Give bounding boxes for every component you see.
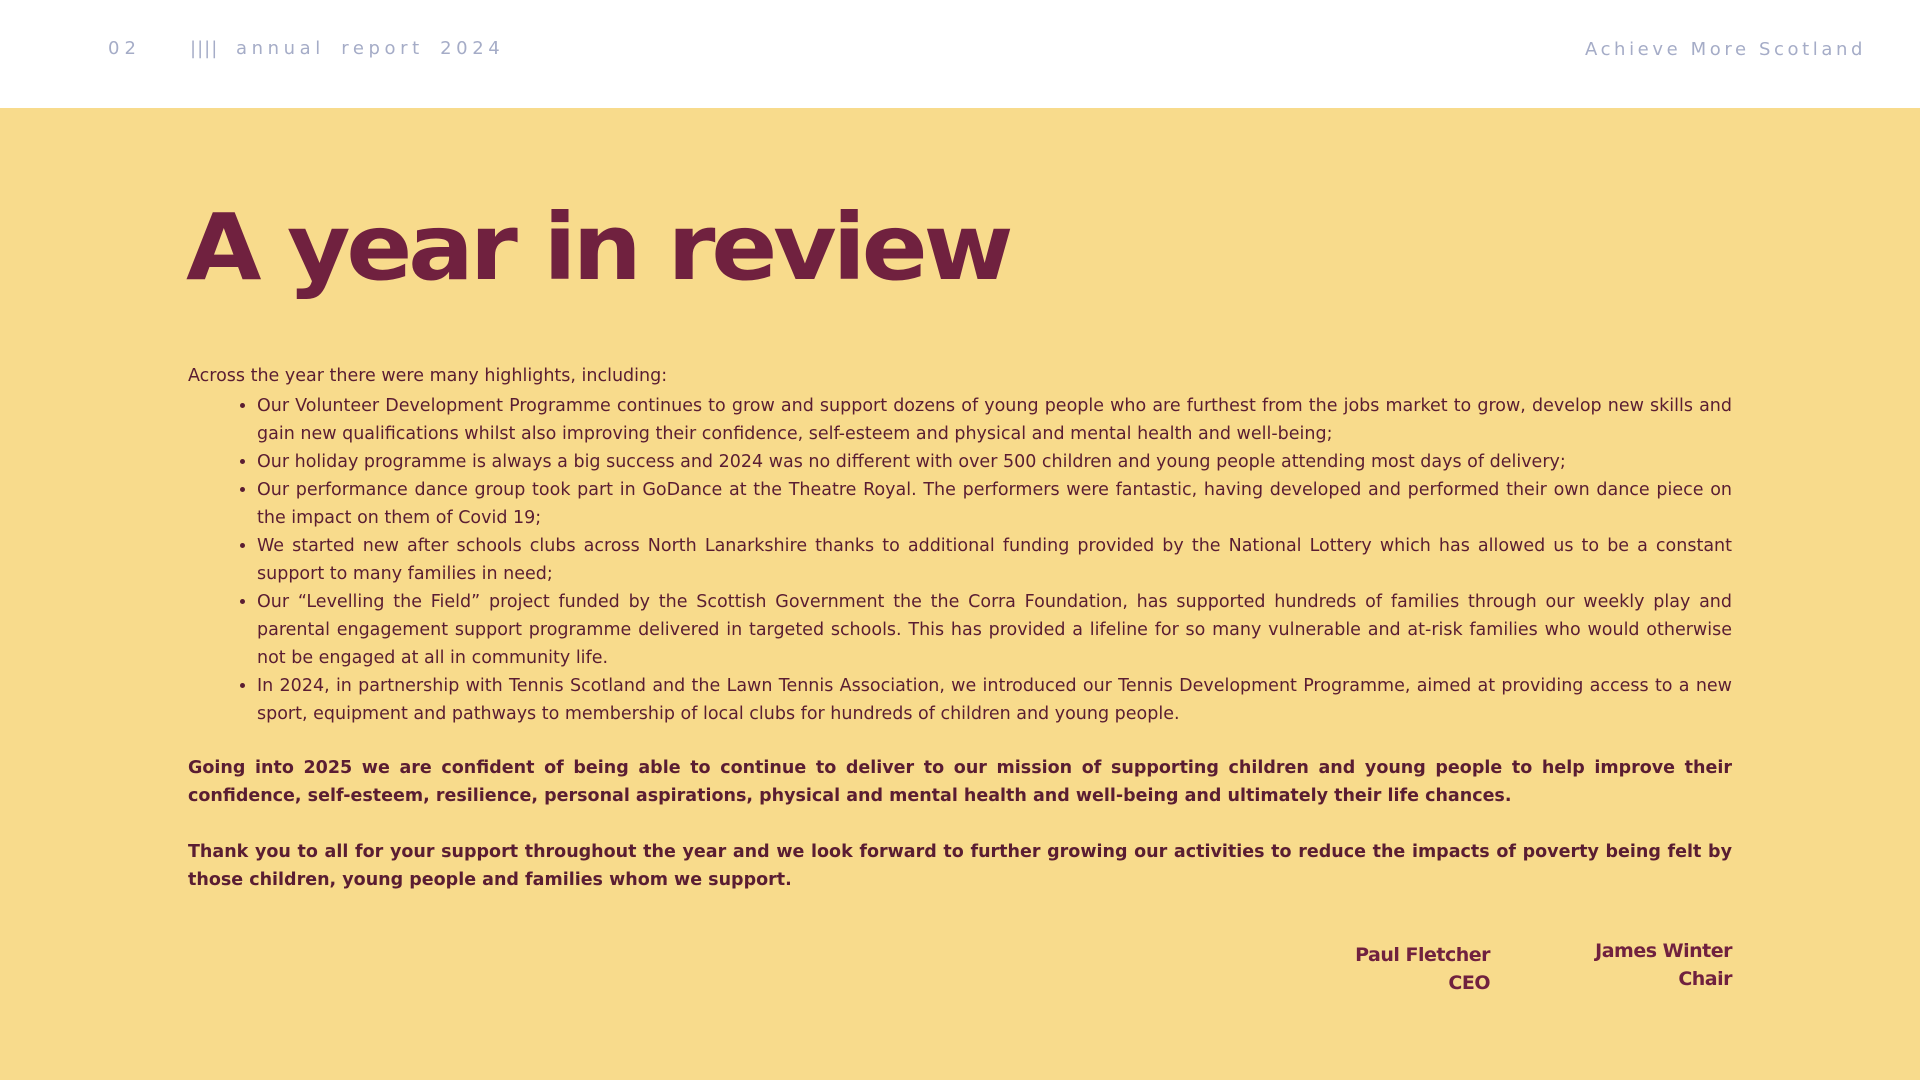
highlight-item: • Our Volunteer Development Programme continues to grow and support dozens of young people who are furthest from the jobs market to grow, develop new skills and gain new qualifications whilst also improving their confidence, self-esteem and physical and mental health and well-being; (257, 392, 1732, 448)
highlight-item: • In 2024, in partnership with Tennis Scotland and the Lawn Tennis Association, we introduced our Tennis Development Programme, aimed at providing access to a new sport, equipment and pathways to membership of local clubs for hundreds of children and young people. (257, 672, 1732, 728)
signatory-role: CEO (1448, 972, 1490, 994)
report-label: annual report 2024 (236, 38, 505, 59)
intro-text: Across the year there were many highlights, including: (188, 366, 668, 386)
page-number: 02 (108, 38, 141, 59)
page-header (0, 0, 1920, 108)
signatory-name: James Winter (1595, 940, 1732, 962)
highlight-item: • Our “Levelling the Field” project funded by the Scottish Government the the Corra Foundation, has supported hundreds of families through our weekly play and parental engagement support programme delivered in targeted schools. This has provided a lifeline for so many vulnerable and at-risk families who would otherwise not be engaged at all in community life. (257, 588, 1732, 672)
highlights-list (188, 392, 1732, 728)
highlight-item: • We started new after schools clubs across North Lanarkshire thanks to additional funding provided by the National Lottery which has allowed us to be a constant support to many families in need; (257, 532, 1732, 588)
signatory-chair (1595, 937, 1732, 993)
main-content (188, 362, 1732, 894)
signatory-role: Chair (1678, 968, 1732, 990)
bars-decoration: |||| (190, 38, 219, 59)
page-title: A year in review (186, 194, 1010, 301)
signatory-ceo (1355, 941, 1490, 997)
organisation-name: Achieve More Scotland (1584, 39, 1866, 60)
signatory-name: Paul Fletcher (1355, 944, 1490, 966)
highlight-item: • Our performance dance group took part in GoDance at the Theatre Royal. The performers were fantastic, having developed and performed their own dance piece on the impact on them of Covid 19; (257, 476, 1732, 532)
thank-you-statement: Thank you to all for your support throughout the year and we look forward to further growing our activities to reduce the impacts of poverty being felt by those children, young people and families whom we support. (188, 842, 1732, 890)
closing-statement: Going into 2025 we are confident of being able to continue to deliver to our mission of supporting children and young people to help improve their confidence, self-esteem, resilience, personal aspirations, physical and mental health and well-being and ultimately their life chances. (188, 758, 1732, 806)
highlight-item: • Our holiday programme is always a big success and 2024 was no different with over 500 children and young people attending most days of delivery; (257, 448, 1732, 476)
